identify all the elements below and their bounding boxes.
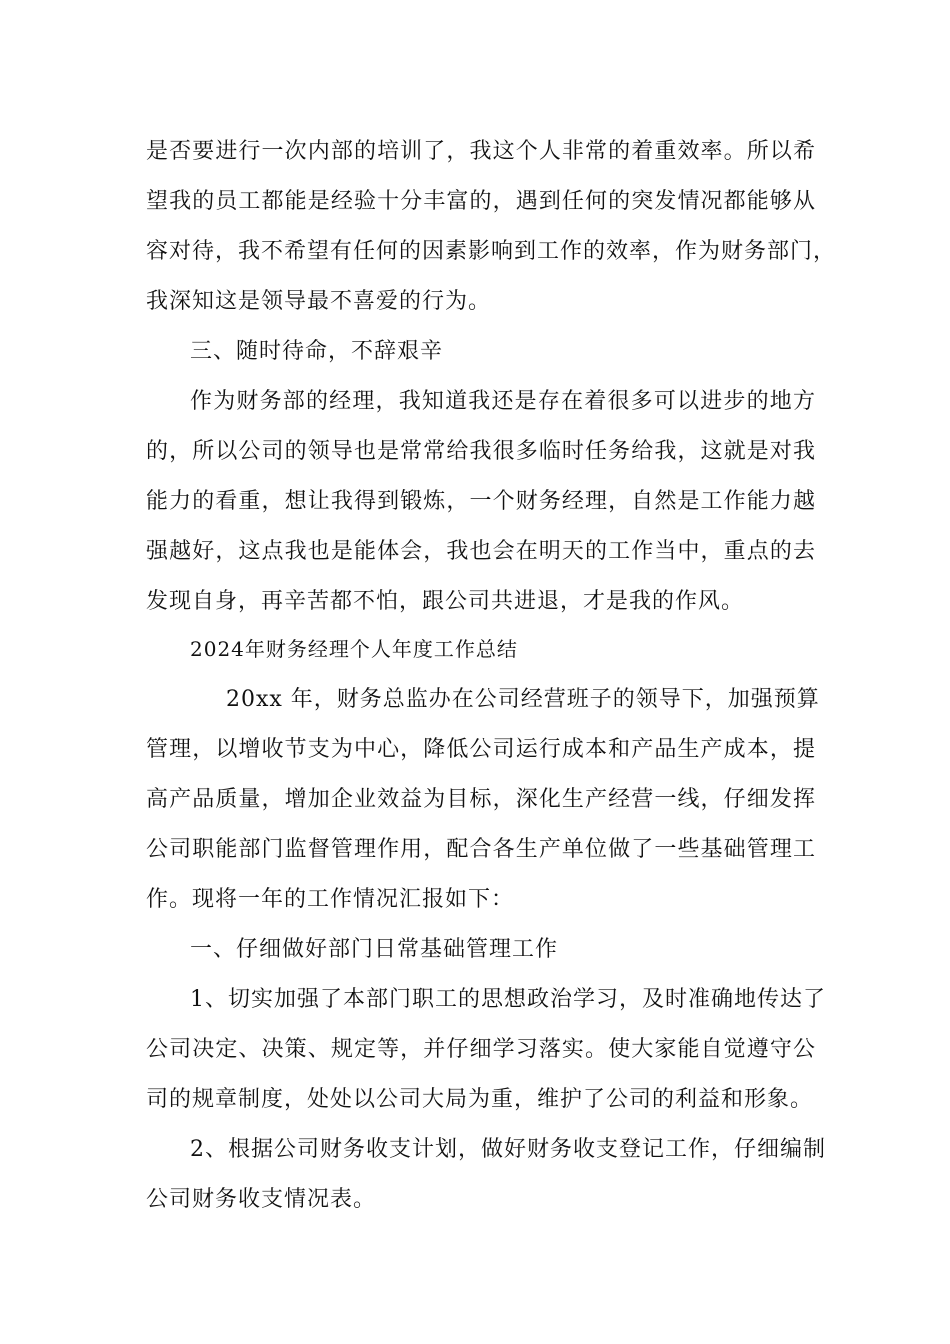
text-line: 发现自身，再辛苦都不怕，跟公司共进退，才是我的作风。 (146, 589, 745, 614)
text-line: 高产品质量，增加企业效益为目标，深化生产经营一线，仔细发挥 (146, 787, 816, 812)
text-line: 司的规章制度，处处以公司大局为重，维护了公司的利益和形象。 (146, 1087, 814, 1112)
text-line: 20xx 年，财务总监办在公司经营班子的领导下，加强预算 (226, 687, 820, 712)
text-line: 管理，以增收节支为中心，降低公司运行成本和产品生产成本，提 (146, 737, 816, 762)
text-line: 公司决定、决策、规定等，并仔细学习落实。使大家能自觉遵守公 (146, 1037, 816, 1062)
text-line: 强越好，这点我也是能体会，我也会在明天的工作当中，重点的去 (146, 539, 816, 564)
text-line: 1、切实加强了本部门职工的思想政治学习，及时准确地传达了 (190, 987, 826, 1012)
text-line: 容对待，我不希望有任何的因素影响到工作的效率，作为财务部门， (146, 239, 837, 264)
text-line: 我深知这是领导最不喜爱的行为。 (146, 289, 492, 314)
text-line: 公司职能部门监督管理作用，配合各生产单位做了一些基础管理工 (146, 837, 816, 862)
text-line: 能力的看重，想让我得到锻炼，一个财务经理，自然是工作能力越 (146, 489, 816, 514)
text-line: 2、根据公司财务收支计划，做好财务收支登记工作，仔细编制 (190, 1137, 826, 1162)
text-line: 作。现将一年的工作情况汇报如下： (146, 887, 515, 912)
document-title: 2024年财务经理个人年度工作总结 (190, 637, 518, 661)
section-heading: 三、随时待命，不辞艰辛 (190, 339, 444, 364)
text-line: 望我的员工都能是经验十分丰富的，遇到任何的突发情况都能够从 (146, 189, 816, 214)
text-line: 公司财务收支情况表。 (146, 1187, 377, 1212)
text-line: 是否要进行一次内部的培训了，我这个人非常的着重效率。所以希 (146, 139, 816, 164)
text-line: 作为财务部的经理，我知道我还是存在着很多可以进步的地方 (190, 389, 816, 414)
text-line: 的，所以公司的领导也是常常给我很多临时任务给我，这就是对我 (146, 439, 816, 464)
section-heading: 一、仔细做好部门日常基础管理工作 (190, 937, 559, 962)
